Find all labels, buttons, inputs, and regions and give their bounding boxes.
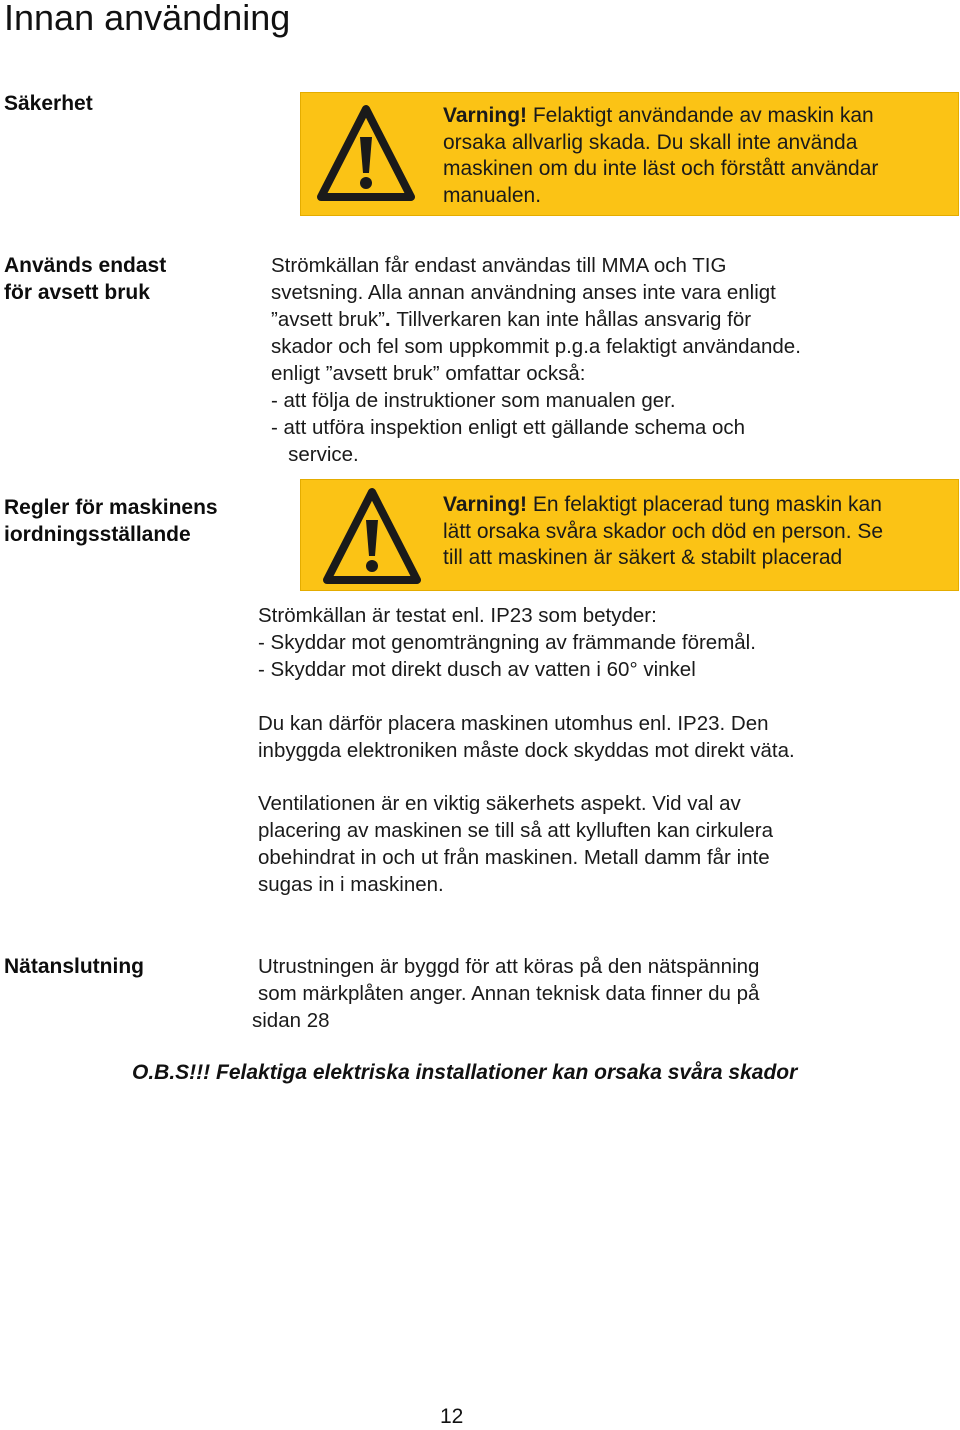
text-line: sidan 28 <box>252 1009 330 1032</box>
warning-triangle-icon <box>315 103 417 203</box>
text-line: som märkplåten anger. Annan teknisk data finner du på <box>258 982 760 1005</box>
obs-warning-note: O.B.S!!! Felaktiga elektriska installationer kan orsaka svåra skador <box>132 1061 798 1084</box>
text-line: - Skyddar mot direkt dusch av vatten i 60° vinkel <box>258 658 696 681</box>
text-line: inbyggda elektroniken måste dock skyddas mot direkt väta. <box>258 739 795 762</box>
text-span: ”avsett bruk” <box>271 308 385 331</box>
warning-line: En felaktigt placerad tung maskin kan <box>527 493 882 516</box>
warning-lead: Varning! <box>443 104 528 127</box>
section-label-anvands <box>4 252 166 306</box>
warning-line: manualen. <box>443 183 542 207</box>
ip23-paragraph <box>258 602 756 683</box>
text-line: Ventilationen är en viktig säkerhets aspekt. Vid val av <box>258 792 741 815</box>
text-line: Du kan därför placera maskinen utomhus enl. IP23. Den <box>258 712 769 735</box>
section-label-sakerhet: Säkerhet <box>4 92 93 115</box>
text-line: Strömkällan är testat enl. IP23 som betyder: <box>258 604 657 627</box>
warning-line: maskinen om du inte läst och förstått användar <box>443 157 879 180</box>
label-line: Regler för maskinens <box>4 496 218 519</box>
text-line: service. <box>271 443 359 466</box>
warning-box-safety <box>300 92 959 216</box>
warning-box-placement <box>300 479 959 591</box>
label-line: iordningsställande <box>4 523 191 546</box>
warning-line: orsaka allvarlig skada. Du skall inte använda <box>443 130 858 154</box>
text-line: Strömkällan får endast användas till MMA och TIG <box>271 254 727 277</box>
text-line: placering av maskinen se till så att kylluften kan cirkulera <box>258 819 774 842</box>
warning-line: lätt orsaka svåra skador och död en person. Se <box>443 519 884 543</box>
text-line: skador och fel som uppkommit p.g.a felaktigt användande. <box>271 335 801 358</box>
text-span: Tillverkaren kan inte hållas ansvarig för <box>396 308 752 331</box>
outdoor-paragraph <box>258 710 795 764</box>
warning-text-placement <box>443 492 883 572</box>
page-number: 12 <box>440 1405 464 1428</box>
label-line: Används endast <box>4 254 167 277</box>
text-line: - Skyddar mot genomträngning av främmande föremål. <box>258 631 756 654</box>
anvands-paragraph <box>271 252 801 468</box>
page-title: Innan användning <box>4 0 291 38</box>
ventilation-paragraph <box>258 790 773 898</box>
warning-text-safety <box>443 103 878 209</box>
text-line: Utrustningen är byggd för att köras på den nätspänning <box>258 955 760 978</box>
text-line: obehindrat in och ut från maskinen. Metall damm får inte <box>258 846 770 869</box>
text-line: sugas in i maskinen. <box>258 873 444 896</box>
warning-line: till att maskinen är säkert & stabilt placerad <box>443 546 843 569</box>
section-label-regler <box>4 494 218 548</box>
section-label-natanslutning: Nätanslutning <box>4 955 144 978</box>
text-line: enligt ”avsett bruk” omfattar också: <box>271 362 586 385</box>
text-line: svetsning. Alla annan användning anses inte vara enligt <box>271 281 776 304</box>
natanslutning-paragraph <box>252 953 760 1034</box>
label-line: för avsett bruk <box>4 281 150 304</box>
warning-line: Felaktigt användande av maskin kan <box>527 104 874 127</box>
text-span: . <box>384 308 397 331</box>
warning-lead: Varning! <box>443 493 528 516</box>
warning-triangle-icon <box>321 486 423 586</box>
text-line: - att följa de instruktioner som manualen ger. <box>271 389 676 412</box>
text-line: - att utföra inspektion enligt ett gällande schema och <box>271 416 746 439</box>
